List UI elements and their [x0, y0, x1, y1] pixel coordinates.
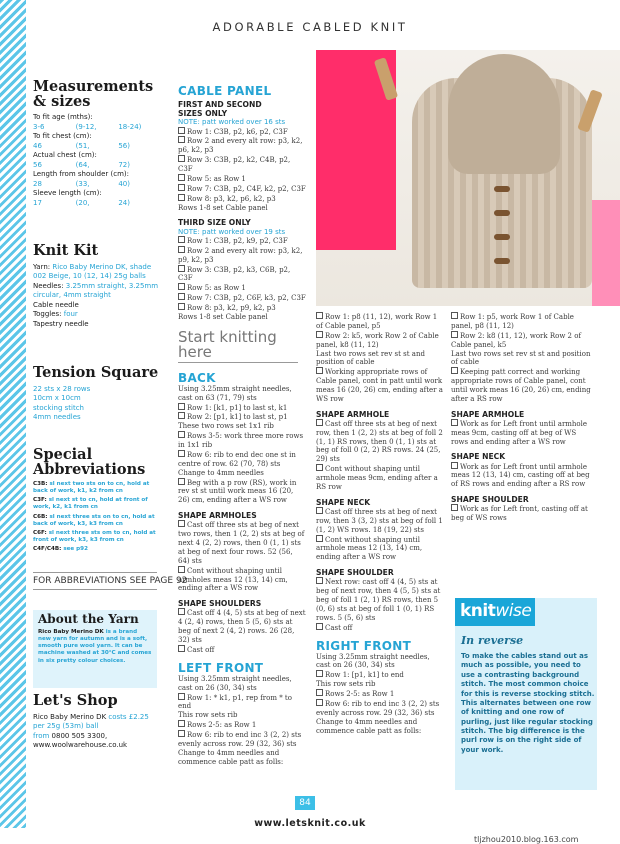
- value: (9-12,: [75, 122, 97, 131]
- blog-credit: tljzhou2010.blog.163.com: [474, 835, 579, 844]
- value: (20,: [75, 198, 90, 207]
- tapestry-needle: Tapestry needle: [33, 319, 89, 328]
- back-cast-on: Using 3.25mm straight needles, cast on 63 (71, 79) sts: [178, 384, 292, 402]
- right-front-change: Change to 4mm needles and commence cable patt as folls:: [316, 717, 422, 735]
- abbr-text: sl next three sts om to cn, hold at front of work, k3, k3 from cn: [33, 529, 156, 544]
- shop-yarn-name: Rico Baby Merino DK: [33, 712, 107, 721]
- pink-garment-right: [592, 200, 620, 306]
- abbr-key: C6F:: [33, 529, 47, 536]
- shop-phone: 0800 505 3300,: [51, 731, 108, 740]
- knitwise-box: [455, 598, 597, 790]
- mid-neck-title: SHAPE NECK: [316, 497, 371, 507]
- right-front-cast-on: Using 3.25mm straight needles, cast on 26 (30, 34) sts: [316, 652, 430, 670]
- start-knitting-heading: Start knitting here: [178, 330, 298, 363]
- toggles-label: Toggles:: [33, 310, 62, 319]
- tension-line: 22 sts x 28 rows: [33, 384, 91, 393]
- right-neck-title: SHAPE NECK: [451, 452, 506, 462]
- abbr-item: [33, 481, 161, 495]
- value: (64,: [75, 160, 90, 169]
- abbr-text: sl next two sts on to cn, hold at back of work, k1, k2 from cn: [33, 481, 150, 495]
- left-front-cast-on: Using 3.25mm straight needles, cast on 26 (30, 34) sts: [178, 674, 292, 692]
- tension-section: [33, 366, 161, 423]
- cable-sub1: FIRST AND SECOND: [178, 100, 262, 109]
- pattern-row: Row 8: p3, k2, p9, k2, p3: [178, 303, 306, 313]
- toggles-text: four: [63, 310, 78, 319]
- mid-shoulder-title: SHAPE SHOULDER: [316, 568, 394, 578]
- decorative-stripe: [0, 0, 26, 828]
- pattern-row: Keeping patt correct and working appropriate rows of Cable panel, cont until work meas 16 (20, 26) cm, ending after a RS row: [451, 368, 591, 403]
- footer-url[interactable]: www.letsknit.co.uk: [254, 818, 366, 829]
- pattern-row: Beg with a p row (RS), work in rev st st until work meas 16 (20, 26) cm, ending after a WS row: [178, 478, 306, 506]
- cable-sub2: THIRD SIZE ONLY: [178, 218, 251, 228]
- value: 24): [118, 198, 130, 207]
- cable-panel-column: [178, 84, 306, 767]
- abbr-item: [33, 497, 161, 511]
- pattern-row: Row 2: k5, work Row 2 of Cable panel, k8 (11, 12): [316, 331, 444, 350]
- knitwise-logo: [455, 598, 535, 626]
- size-values: [33, 142, 161, 152]
- yarn-text: Rico Baby Merino DK, shade 002 Beige, 10 (12, 14) 25g balls: [33, 262, 152, 281]
- right-note: Last two rows set rev st st and position of cable: [451, 349, 591, 367]
- abbr-text: sl next three sts on to cn, hold at back of work, k3, k3 from cn: [33, 513, 155, 527]
- right-shoulder-title: SHAPE SHOULDER: [451, 495, 529, 505]
- pattern-row: Cast off three sts at beg of next row, then 3 (3, 2) sts at beg of foll 1 (1, 2) WS rows. 18 (19, 22) sts: [316, 507, 443, 534]
- value: 46: [33, 141, 42, 150]
- pattern-row: Cast off three sts at beg of next row, then 1 (2, 2) sts at beg of foll 2 (1, 1) RS rows, then 0 (1, 1) sts at beg of foll 0 (2, 2) RS rows. 24 (25, 29) sts: [316, 419, 443, 464]
- pattern-row: Row 6: rib to end dec one st in centre of row. 62 (70, 78) sts: [178, 450, 306, 469]
- tension-line: 10cm x 10cm: [33, 394, 81, 403]
- value: (33,: [75, 179, 90, 188]
- size-values: [33, 180, 161, 190]
- cable-set1: Rows 1-8 set Cable panel: [178, 203, 268, 212]
- back-rib-note: These two rows set 1x1 rib: [178, 422, 274, 431]
- size-values: [33, 199, 161, 209]
- mid-note: Last two rows set rev st st and position of cable: [316, 349, 425, 367]
- needles-label: Needles:: [33, 281, 64, 290]
- about-yarn-box: [33, 610, 157, 688]
- pattern-row: Row 1: p5, work Row 1 of Cable panel, p8 (11, 12): [451, 312, 591, 331]
- pattern-row: Cast off three sts at beg of next two rows, then 1 (2, 2) sts at beg of next 4 (2, 2) rows, then 0 (1, 1) sts at beg of next four rows. 52 (56, 64) sts: [178, 521, 305, 565]
- left-front-change: Change to 4mm needles and commence cable patt as folls:: [178, 748, 284, 766]
- pattern-row: Row 8: p3, k2, p6, k2, p3: [178, 194, 306, 204]
- pattern-row: Row 7: C3B, p2, C4F, k2, p2, C3F: [178, 184, 306, 194]
- pattern-row: Row 2 and every alt row: p3, k2, p9, k2, p3: [178, 246, 306, 265]
- left-front-rib-note: This row sets rib: [178, 711, 238, 720]
- shop-cost: costs £2.25 per 25g (53m) ball: [33, 712, 149, 731]
- right-column: [451, 312, 591, 523]
- pattern-row: Cast off 4 (4, 5) sts at beg of next 4 (2, 4) rows, then 5 (5, 6) sts at beg of next 2 (4, 2) rows. 26 (28, 32) sts: [178, 609, 306, 645]
- size-label: Sleeve length (cm):: [33, 189, 102, 198]
- size-label: Actual chest (cm):: [33, 151, 97, 160]
- back-change-needles: Change to 4mm needles: [178, 468, 264, 477]
- pattern-row: Cont without shaping until armhole meas 12 (13, 14) cm, ending after a WS row: [316, 535, 444, 563]
- pattern-row: Rows 3-5: work three more rows in 1x1 rib: [178, 431, 306, 450]
- pattern-row: Row 2: k8 (11, 12), work Row 2 of Cable panel, k5: [451, 331, 591, 350]
- tension-line: 4mm needles: [33, 413, 81, 422]
- shop-title: Let's Shop: [33, 692, 118, 709]
- pattern-row: Row 3: C3B, p2, k2, C4B, p2, C3F: [178, 155, 306, 174]
- pattern-row: Row 5: as Row 1: [178, 283, 306, 293]
- value: 17: [33, 198, 42, 207]
- pattern-row: Rows 2-5: as Row 1: [178, 720, 306, 730]
- tension-line: stocking stitch: [33, 403, 84, 412]
- pattern-row: Work as for Left front until armhole meas 9cm, casting off at beg of WS rows and ending after a WS row: [451, 419, 591, 447]
- value: 56): [118, 141, 130, 150]
- measurements-title-2: & sizes: [33, 92, 91, 110]
- page-header: ADORABLE CABLED KNIT: [212, 20, 408, 34]
- cable-note2: NOTE: patt worked over 19 sts: [178, 227, 286, 236]
- abbr-key: C3F:: [33, 497, 47, 504]
- pattern-row: Row 1: [k1, p1] to last st, k1: [178, 403, 306, 413]
- pattern-row: Cont without shaping until armhole meas 9cm, ending after a RS row: [316, 464, 444, 492]
- toggle-button-icon: [494, 210, 510, 216]
- value: (51,: [75, 141, 90, 150]
- size-label: To fit chest (cm):: [33, 132, 92, 141]
- value: 18-24): [118, 122, 142, 131]
- pattern-row: Row 1: [p1, k1] to end: [316, 670, 444, 680]
- pattern-row: Row 1: * k1, p1, rep from * to end: [178, 693, 306, 712]
- abbr-item: [33, 546, 161, 553]
- shop-from: from: [33, 731, 50, 740]
- mid-armhole-title: SHAPE ARMHOLE: [316, 409, 390, 419]
- logo-wise: wise: [495, 601, 532, 621]
- yarn-label: Yarn:: [33, 262, 51, 271]
- shop-section: [33, 694, 161, 751]
- value: 3-6: [33, 122, 45, 131]
- right-front-title: RIGHT FRONT: [316, 638, 412, 653]
- toggle-button-icon: [494, 258, 510, 264]
- pattern-row: Working appropriate rows of Cable panel, cont in patt until work meas 16 (20, 26) cm, ending after a WS row: [316, 368, 443, 403]
- yarn-description: is a brand new yarn for autumn and is a soft, smooth pure wool yarn. It can be machine washed at 30°C and comes in six pretty colour choices.: [38, 629, 152, 664]
- shop-url[interactable]: www.woolwarehouse.co.uk: [33, 741, 128, 750]
- toggle-button-icon: [494, 186, 510, 192]
- cable-note1: NOTE: patt worked over 16 sts: [178, 118, 286, 127]
- middle-column: [316, 312, 444, 735]
- pattern-row: Row 2: [p1, k1] to last st, p1: [178, 412, 306, 422]
- abbr-title-2: Abbreviations: [33, 460, 146, 478]
- cable-set2: Rows 1-8 set Cable panel: [178, 312, 268, 321]
- pattern-row: Rows 2-5: as Row 1: [316, 689, 444, 699]
- left-front-title: LEFT FRONT: [178, 660, 264, 675]
- measurements-title: Measurements: [33, 78, 154, 95]
- about-yarn-title: About the Yarn: [38, 612, 139, 626]
- cable-sub1b: SIZES ONLY: [178, 109, 228, 119]
- value: 28: [33, 179, 42, 188]
- knitwise-title: In reverse: [461, 634, 524, 647]
- measurements-section: [33, 80, 161, 208]
- value: 72): [118, 160, 130, 169]
- pattern-row: Next row: cast off 4 (4, 5) sts at beg of next row, then 4 (5, 5) sts at beg of foll 1 (2, 1) RS rows, then 5 (0, 6) sts at beg of foll 1 (0, 1) RS rows. 5 (5, 6) sts: [316, 577, 444, 622]
- size-label: To fit age (mths):: [33, 113, 93, 121]
- abbr-key: C6B:: [33, 513, 48, 520]
- tension-title: Tension Square: [33, 364, 159, 381]
- abbr-item: [33, 514, 161, 528]
- value: 40): [118, 179, 130, 188]
- pattern-row: Cast off: [316, 623, 444, 633]
- back-title: BACK: [178, 370, 216, 385]
- abbr-key: C3B:: [33, 481, 48, 487]
- size-values: [33, 123, 161, 133]
- pattern-row: Row 1: C3B, p2, k6, p2, C3F: [178, 127, 306, 137]
- right-armhole-title: SHAPE ARMHOLE: [451, 409, 525, 419]
- abbr-title: Special: [33, 446, 93, 463]
- pattern-row: Row 2 and every alt row: p3, k2, p6, k2, p3: [178, 136, 306, 155]
- abbr-text: see p92: [63, 546, 88, 553]
- cardigan-photo: [316, 50, 620, 306]
- pattern-row: Row 7: C3B, p2, C6F, k3, p2, C3F: [178, 293, 306, 303]
- logo-knit: knit: [460, 601, 496, 621]
- pattern-row: Cont without shaping until armholes meas 12 (13, 14) cm, ending after a WS row: [178, 566, 306, 594]
- shape-armholes-title: SHAPE ARMHOLES: [178, 511, 257, 521]
- page-number: 84: [295, 796, 315, 810]
- needles-text: 3.25mm straight, 3.25mm circular, 4mm straight: [33, 281, 159, 300]
- abbr-item: [33, 530, 161, 544]
- pattern-row: Row 1: C3B, p2, k9, p2, C3F: [178, 236, 306, 246]
- pattern-row: Row 6: rib to end inc 3 (2, 2) sts evenly across row. 29 (32, 36) sts: [178, 730, 306, 749]
- right-front-rib-note: This row sets rib: [316, 680, 376, 689]
- cable-needle: Cable needle: [33, 300, 79, 309]
- knitwise-text: To make the cables stand out as much as possible, you need to use a contrasting background stitch. The most common choice for this is reverse stocking stitch. This alternates between one row of knitting and one row of purling, just like regular stocking stitch. The big difference is the purl row is on the right side of your work.: [461, 652, 595, 754]
- size-label: Length from shoulder (cm):: [33, 170, 129, 179]
- abbr-key: C4F/C4B:: [33, 546, 62, 553]
- yarn-name: Rico Baby Merino DK: [38, 629, 104, 635]
- pattern-row: Row 6: rib to end inc 3 (2, 2) sts evenly across row. 29 (32, 36) sts: [316, 699, 444, 718]
- shape-shoulders-title: SHAPE SHOULDERS: [178, 599, 262, 609]
- abbreviations-section: [33, 448, 161, 553]
- pattern-row: Row 3: C3B, p2, k3, C6B, p2, C3F: [178, 265, 306, 284]
- pattern-row: Row 5: as Row 1: [178, 174, 306, 184]
- see-page-link[interactable]: FOR ABBREVIATIONS SEE PAGE 92: [33, 572, 157, 590]
- knit-kit-title: Knit Kit: [33, 242, 99, 259]
- cardigan-hood: [448, 54, 560, 174]
- pattern-row: Work as for Left front, casting off at beg of WS rows: [451, 504, 591, 523]
- knit-kit-section: [33, 244, 161, 329]
- pattern-row: Work as for Left front until armhole meas 12 (13, 14) cm, casting off at beg of RS rows and ending after a RS row: [451, 462, 590, 489]
- pattern-row: Row 1: p8 (11, 12), work Row 1 of Cable panel, p5: [316, 312, 444, 331]
- cable-panel-title: CABLE PANEL: [178, 84, 272, 98]
- value: 56: [33, 160, 42, 169]
- abbr-text: sl next st to cn, hold at front of work, k2, k1 from cn: [33, 497, 148, 511]
- size-values: [33, 161, 161, 171]
- toggle-button-icon: [494, 234, 510, 240]
- pattern-row: Cast off: [178, 645, 306, 655]
